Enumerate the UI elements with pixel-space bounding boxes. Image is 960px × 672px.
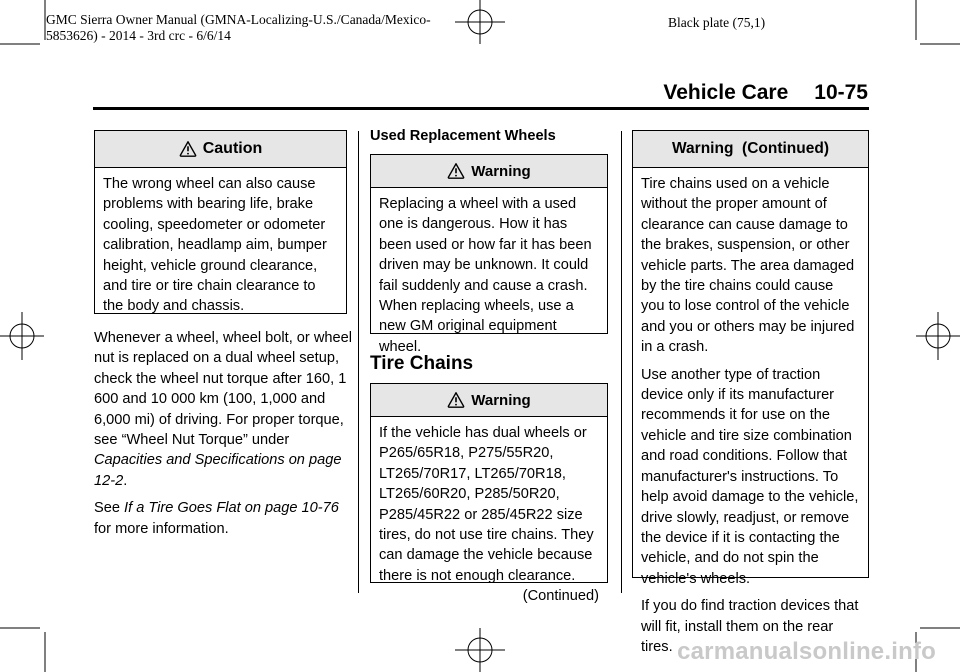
black-plate-label: Black plate (75,1) bbox=[668, 15, 766, 30]
warning2-body bbox=[371, 417, 607, 609]
column-divider-2 bbox=[621, 131, 622, 593]
warning2-title: Warning bbox=[471, 391, 531, 409]
crosshair-right bbox=[916, 312, 960, 360]
warning-continued-body bbox=[633, 168, 868, 665]
caution-header bbox=[95, 131, 346, 168]
crosshair-top bbox=[455, 0, 505, 44]
warning-box-used-wheels bbox=[370, 154, 608, 355]
caution-box bbox=[94, 130, 347, 314]
warning-continued-header: Warning (Continued) bbox=[633, 131, 868, 168]
used-wheels-subhead: Used Replacement Wheels bbox=[370, 128, 556, 144]
page-number: 10-75 bbox=[814, 81, 868, 104]
warning-continued-p3: If you do find traction devices that will fit, install them on the rear tires. bbox=[641, 598, 859, 655]
crosshair-bottom bbox=[455, 628, 505, 672]
section-name: Vehicle Care bbox=[663, 81, 789, 104]
dual-wheel-paragraph bbox=[94, 328, 356, 491]
dual-wheel-end: . bbox=[123, 472, 128, 489]
warning1-title: Warning bbox=[471, 162, 531, 180]
warning-continued-p1: Tire chains used on a vehicle without the proper amount of clearance can cause damage to the brakes, suspension, or other vehicle parts. The area damaged by the tire chains could cause you to lose control of the vehicle and you or others may be injured in a crash. bbox=[641, 176, 855, 356]
warning1-text: Replacing a wheel with a used one is dangerous. How it has been used or how far it has been driven may be unknown. It could fail suddenly and cause a crash. When replacing wheels, use a new GM original equipment wheel. bbox=[379, 196, 592, 355]
capacities-link[interactable]: Capacities and Specifications on page 12-2 bbox=[94, 452, 342, 489]
warning2-text: If the vehicle has dual wheels or P265/65R18, P275/55R20, LT265/70R17, LT265/70R18, LT265/60R20, P285/50R20, P285/45R22 or 285/45R22 size tires, do not use tire chains. They can damage the vehicle because there is not enough clearance. bbox=[379, 425, 594, 584]
print-metadata-line2: 5853626) - 2014 - 3rd crc - 6/6/14 bbox=[46, 28, 231, 43]
print-metadata-line1: GMC Sierra Owner Manual (GMNA-Localizing-U.S./Canada/Mexico- bbox=[46, 12, 431, 27]
page-header bbox=[663, 81, 868, 105]
see-suffix: for more information. bbox=[94, 520, 229, 537]
header-rule bbox=[93, 107, 869, 110]
warning-continued-box bbox=[632, 130, 869, 655]
warning-box-tire-chains bbox=[370, 383, 608, 605]
print-metadata bbox=[46, 12, 431, 44]
warning-triangle-icon bbox=[447, 162, 465, 180]
tire-chains-heading: Tire Chains bbox=[370, 353, 474, 374]
continued-label: (Continued) bbox=[522, 588, 599, 605]
caution-body bbox=[95, 168, 346, 325]
crop-mark-top-left bbox=[0, 0, 45, 44]
see-flat-paragraph bbox=[94, 498, 356, 539]
tire-flat-link[interactable]: If a Tire Goes Flat on page 10-76 bbox=[124, 500, 339, 517]
crosshair-left bbox=[0, 312, 44, 360]
crop-mark-top-right bbox=[916, 0, 960, 44]
caution-title: Caution bbox=[202, 140, 263, 157]
warning1-header bbox=[371, 155, 607, 188]
warning1-body bbox=[371, 188, 607, 365]
caution-triangle-icon bbox=[179, 140, 197, 158]
warning-continued-p2: Use another type of traction device only if its manufacturer recommends it for use on the vehicle and tire size combination and road conditions. Follow that manufacturer's instructions. To help avoid damage to the vehicle, drive slowly, readjust, or remove the device if it is contacting the vehicle, and do not spin the vehicle's wheels. bbox=[641, 366, 859, 587]
see-prefix: See bbox=[94, 500, 120, 517]
column-divider-1 bbox=[358, 131, 359, 593]
column1-text bbox=[94, 328, 356, 539]
warning-triangle-icon bbox=[447, 391, 465, 409]
crop-mark-bottom-left bbox=[0, 628, 45, 672]
watermark: carmanualsonline.info bbox=[677, 638, 936, 665]
dual-wheel-text: Whenever a wheel, wheel bolt, or wheel nut is replaced on a dual wheel setup, check the wheel nut torque after 160, 1 600 and 10 000 km (100, 1,000 and 6,000 mi) of driving. For proper torque, see “Wheel Nut Torque” under bbox=[94, 330, 352, 449]
warning2-header bbox=[371, 384, 607, 417]
caution-text: The wrong wheel can also cause problems with bearing life, brake cooling, speedometer or odometer calibration, headlamp aim, bumper height, vehicle ground clearance, and tire or tire chain clearance to the body and chassis. bbox=[103, 176, 327, 315]
